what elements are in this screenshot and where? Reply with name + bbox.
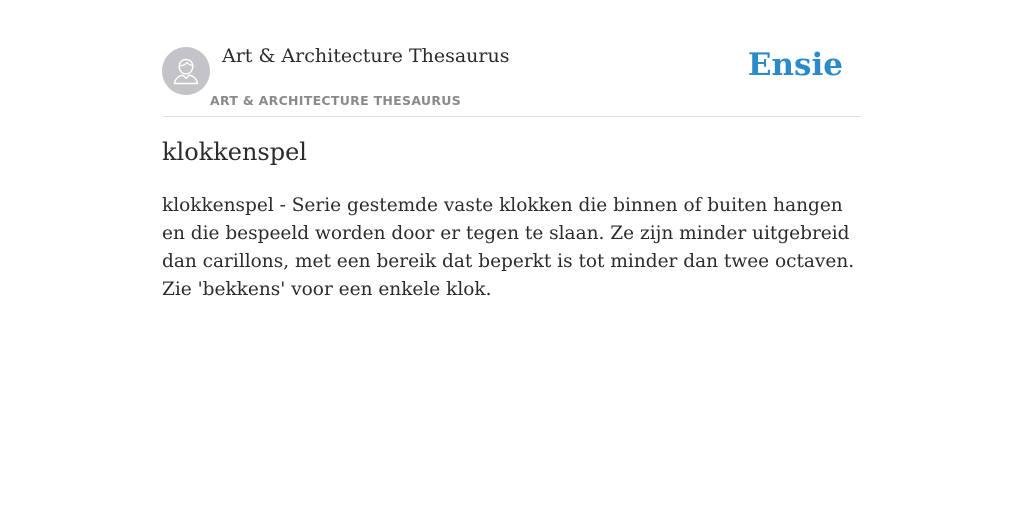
entry-definition: klokkenspel - Serie gestemde vaste klokken die binnen of buiten hangen en die bespeeld worden door er tegen te slaan. Ze zijn minder uitgebreid dan carillons, met een bereik dat beperkt is tot minder dan twee octaven. Zie 'bekkens' voor een enkele klok.: [162, 195, 855, 300]
user-icon: [162, 47, 210, 95]
source-title[interactable]: Art & Architecture Thesaurus: [222, 45, 510, 67]
page-content: [162, 0, 862, 300]
entry-header: [162, 0, 862, 117]
brand-logo[interactable]: Ensie: [747, 47, 843, 83]
entry-term: klokkenspel: [162, 138, 307, 166]
source-avatar[interactable]: [162, 47, 210, 95]
source-subtitle[interactable]: ART & ARCHITECTURE THESAURUS: [210, 93, 462, 108]
